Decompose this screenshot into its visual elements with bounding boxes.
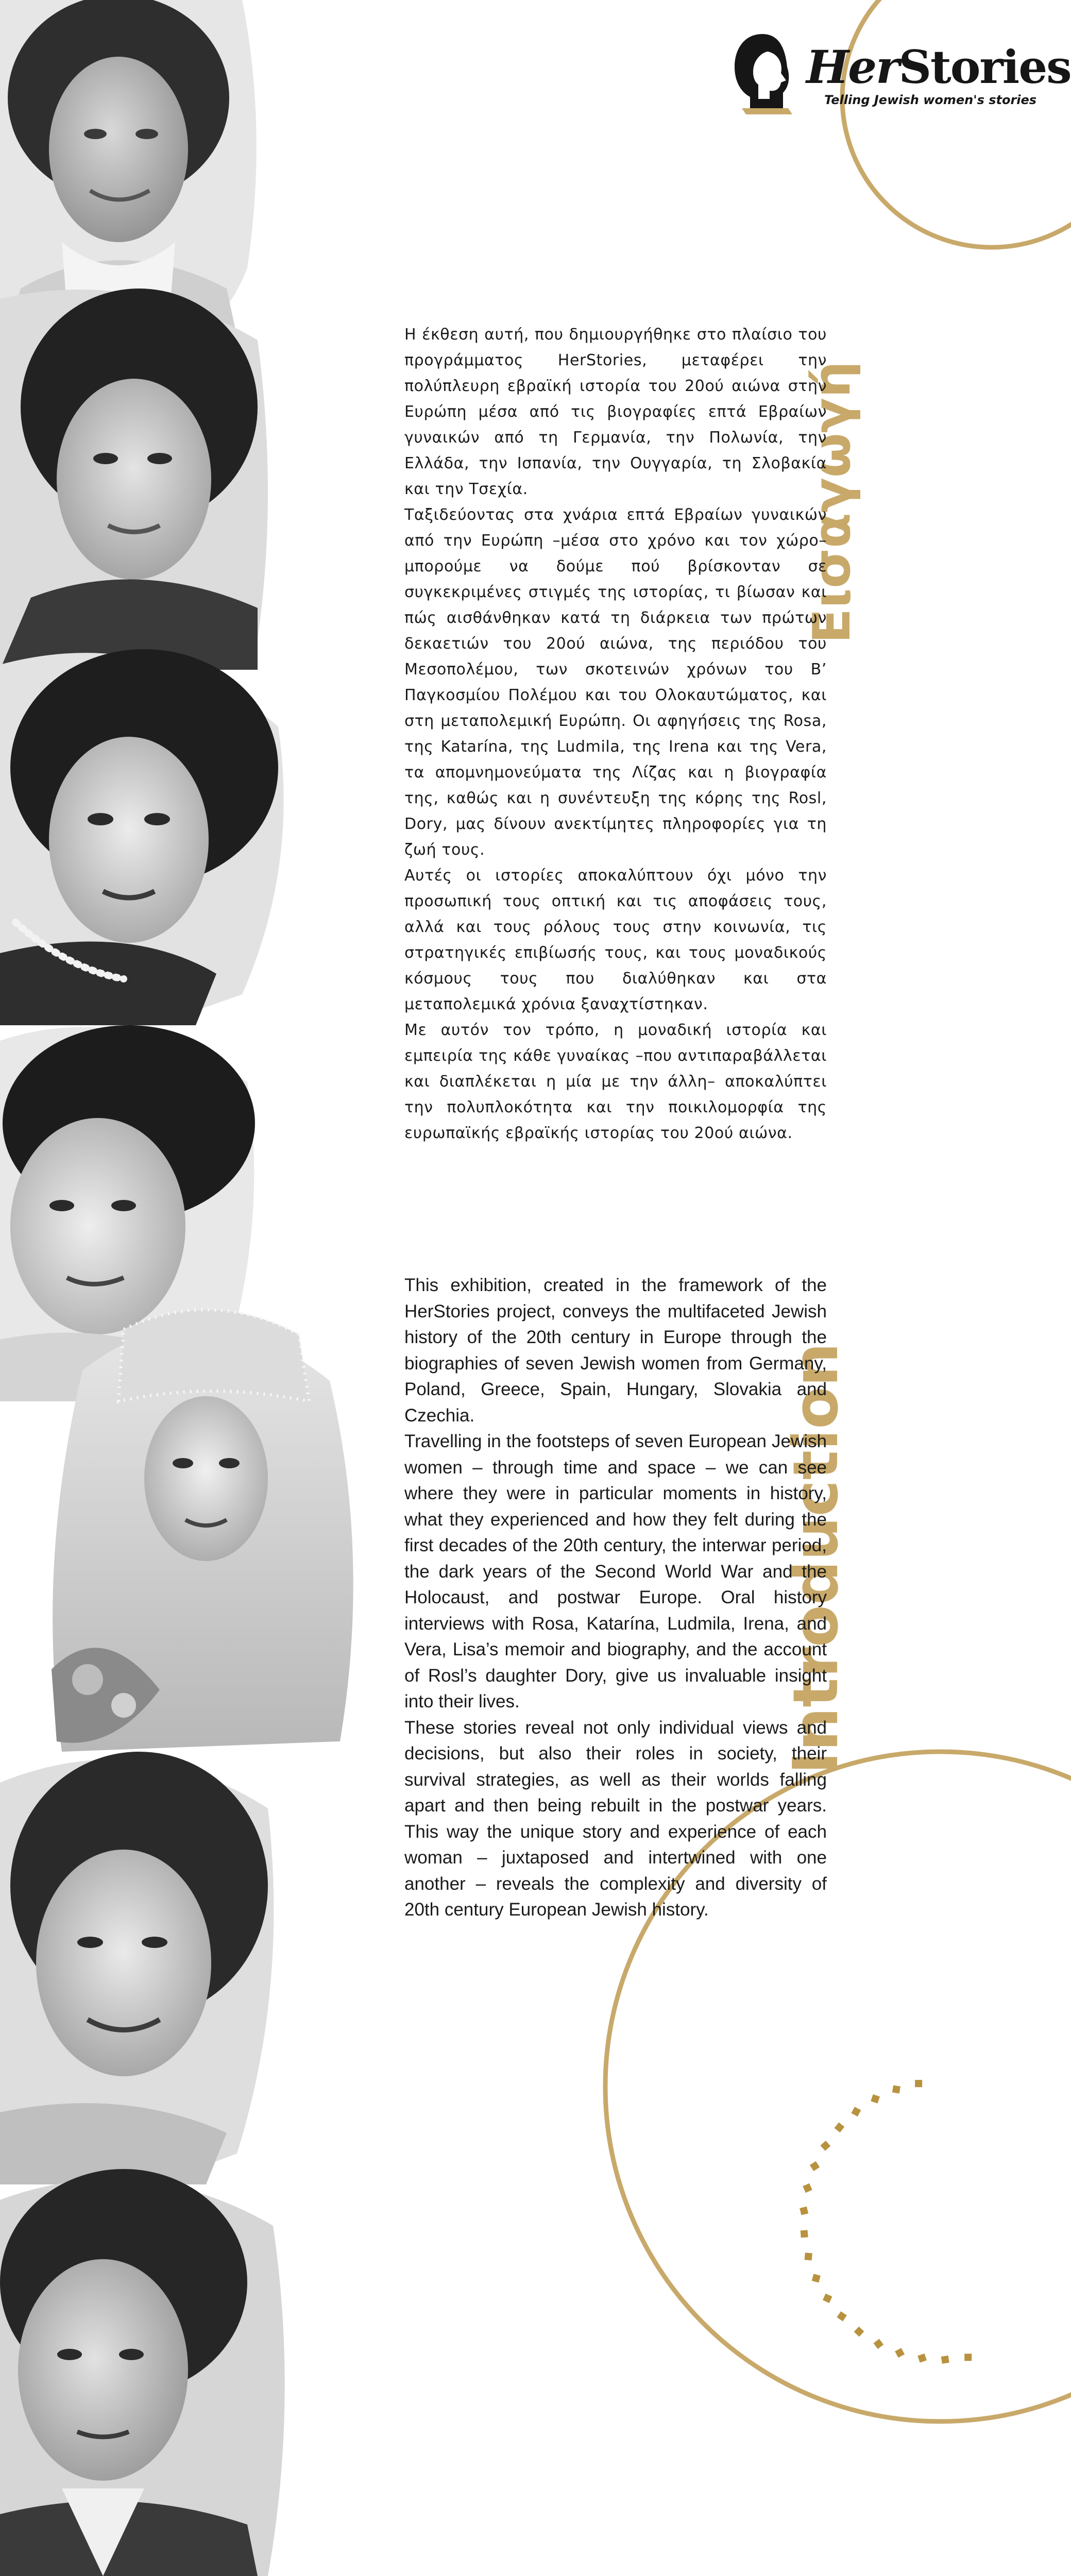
woman-portrait-3-icon [0, 634, 288, 1025]
arc-dot [854, 2327, 864, 2337]
english-paragraph: This exhibition, created in the framework of the HerStories project, conveys the multifaceted Jewish history of the 20th century in Europe through the biographies of seven Jewish women from Germany, Poland, Greece, Spain, Hungary, Slovakia and Czechia. [404, 1275, 827, 1426]
greek-intro-text [404, 322, 827, 1146]
woman-portrait-2-icon [0, 278, 268, 670]
english-paragraph: Travelling in the footsteps of seven European Jewish women – through time and space – we can see where they were in particular moments in history, what they experienced and how they felt during the first decades of the 20th century, the interwar period, the dark years of the Second World War and the Holocaust, and postwar Europe. Oral history interviews with Rosa, Katarína, Ludmila, Irena, and Vera, Lisa’s memoir and biography, and the account of Rosl’s daughter Dory, give us invaluable insight into their lives. [404, 1431, 827, 1711]
english-heading: Introduction [780, 1343, 852, 1774]
logo-title [806, 40, 1071, 94]
arc-dot [810, 2161, 820, 2171]
arc-dot [964, 2353, 972, 2361]
english-intro-text [404, 1273, 827, 1923]
arc-dot [801, 2230, 808, 2238]
portrait-6 [0, 1731, 278, 2184]
herstories-logo [732, 31, 1071, 118]
portrait-2 [0, 278, 268, 670]
arc-dot [835, 2122, 845, 2132]
greek-paragraph: Ταξιδεύοντας στα χνάρια επτά Εβραίων γυναικών από την Ευρώπη –μέσα στο χρόνο και τον χώρο– μπορούμε να δούμε πού βρίσκονταν σε συγκεκριμένες στιγμές της ιστορίας, τι βίωσαν και πώς αισθάνθηκαν κατά τη διάρκεια των πρώτων δεκαετιών του 20ού αιώνα, της περιόδου του Μεσοπολέμου, των σκοτεινών χρόνων του Β’ Παγκοσμίου Πολέμου και του Ολοκαυτώματος, και στη μεταπολεμική Ευρώπη. Οι αφηγήσεις της Rosa, της Katarína, της Ludmila, της Irena και της Vera, τα απομνημονεύματα της Λίζας και η βιογραφία της, καθώς και η συνέντευξη της κόρης της Rosl, Dory, μας δίνουν ανεκτίμητες πληροφορίες για τη ζωή τους. [404, 506, 827, 859]
arc-dot [851, 2107, 861, 2116]
arc-dot [803, 2183, 812, 2193]
greek-paragraph: Η έκθεση αυτή, που δημιουργήθηκε στο πλαίσιο του προγράμματος HerStories, μεταφέρει την πολύπλευρη εβραϊκή ιστορία του 20ού αιώνα στην Ευρώπη μέσα από τις βιογραφίες επτά Εβραίων γυναικών από τη Γερμανία, την Πολωνία, την Ελλάδα, την Ισπανία, την Ουγγαρία, τη Σλοβακία και την Τσεχία. [404, 326, 827, 498]
arc-dot [837, 2311, 846, 2321]
arc-dot [915, 2080, 922, 2087]
logo-title-stories: Stories [898, 40, 1071, 94]
woman-profile-logo-icon [732, 31, 793, 118]
woman-portrait-5-veil-icon [41, 1298, 361, 1762]
arc-dot [917, 2353, 927, 2363]
dotted-arc [800, 2080, 972, 2364]
portrait-3 [0, 634, 288, 1025]
greek-heading: Εισαγωγή [802, 361, 862, 644]
portrait-7 [0, 2154, 288, 2576]
arc-dot [873, 2339, 883, 2349]
arc-dot [805, 2252, 812, 2260]
arc-dot [895, 2348, 905, 2358]
greek-paragraph: Αυτές οι ιστορίες αποκαλύπτουν όχι μόνο την προσωπική τους οπτική και τις αποφάσεις τους, αλλά και τους ρόλους τους στην κοινωνία, τις στρατηγικές επιβίωσής τους, και τους μοναδικούς κόσμους τους που διαλύθηκαν και στα μεταπολεμικά χρόνια ξαναχτίστηκαν. [404, 867, 827, 1013]
arc-dot [820, 2141, 830, 2151]
portrait-5 [41, 1298, 361, 1762]
logo-tagline: Telling Jewish women's stories [824, 93, 1037, 107]
arc-dot [812, 2274, 821, 2282]
arc-dot [800, 2207, 808, 2215]
arc-dot [871, 2094, 880, 2104]
woman-portrait-6-icon [0, 1731, 278, 2184]
logo-title-her: Her [806, 40, 899, 94]
arc-dot [941, 2355, 949, 2364]
greek-paragraph: Με αυτόν τον τρόπο, η μοναδική ιστορία και εμπειρία της κάθε γυναίκας –που αντιπαραβάλλεται και διαπλέκεται η μία με την άλλη– αποκαλύπτει την πολυπλοκότητα και την ποικιλομορφία της ευρωπαϊκής εβραϊκής ιστορίας του 20ού αιώνα. [404, 1021, 827, 1142]
arc-dot [823, 2294, 832, 2303]
arc-dot [892, 2085, 900, 2093]
english-paragraph: These stories reveal not only individual views and decisions, but also their roles in society, their survival strategies, as well as their worlds falling apart and then being rebuilt in the postwar years. This way the unique story and experience of each woman – juxtaposed and intertwined with one another – reveals the complexity and diversity of 20th century European Jewish history. [404, 1717, 827, 1920]
woman-portrait-7-icon [0, 2154, 288, 2576]
